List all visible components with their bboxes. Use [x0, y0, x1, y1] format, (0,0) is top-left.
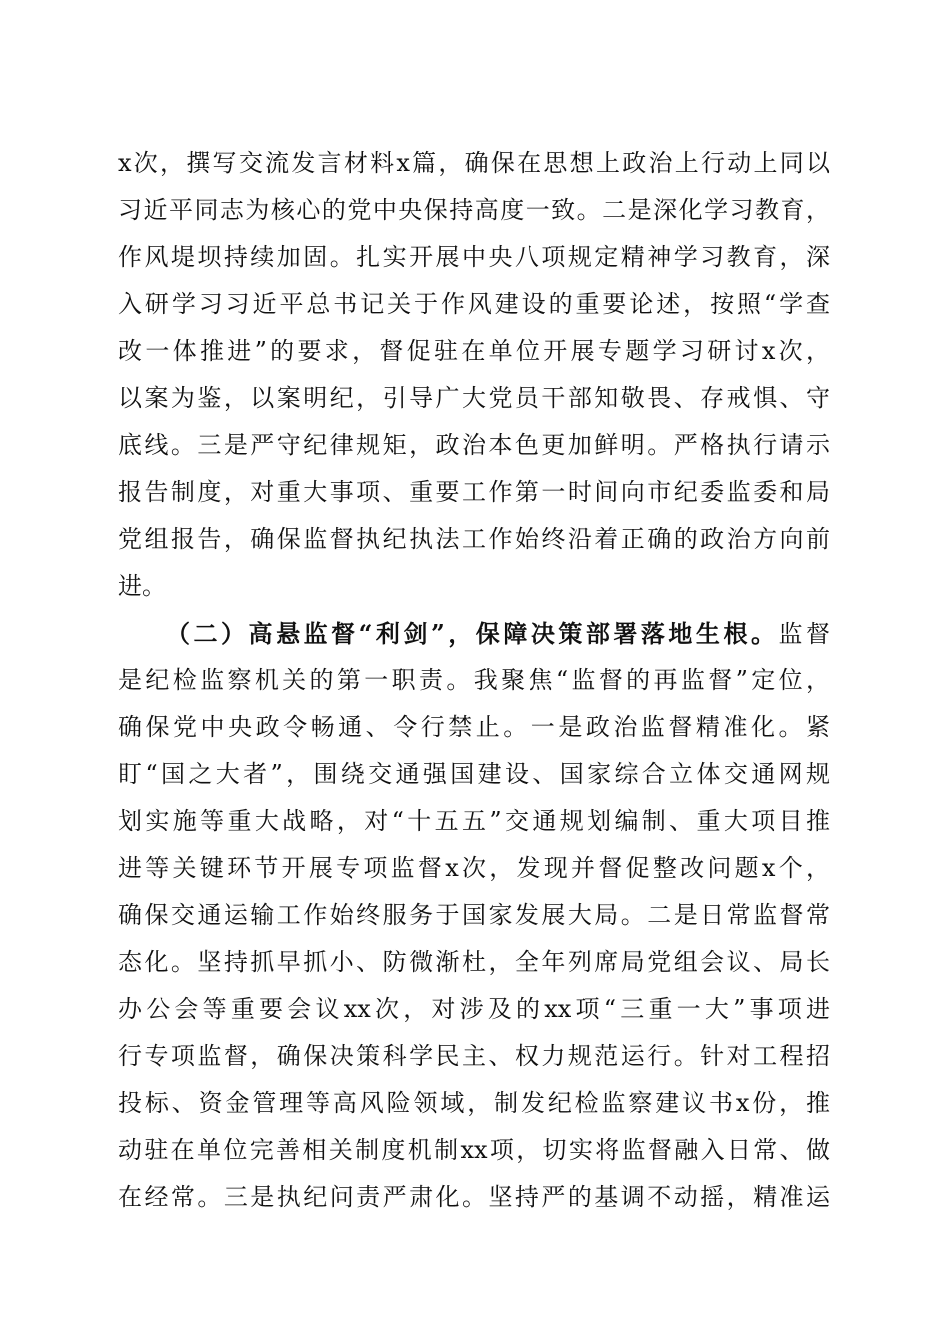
text-line: 盯“国之大者”，围绕交通强国建设、国家综合立体交通网规 — [118, 760, 830, 788]
text-line: 以案为鉴，以案明纪，引导广大党员干部知敬畏、存戒惧、守 — [118, 384, 830, 412]
section-heading: （二）高悬监督“利剑”，保障决策部署落地生根。 — [166, 619, 779, 648]
text-line: 底线。三是严守纪律规矩，政治本色更加鲜明。严格执行请示 — [118, 431, 830, 459]
text-line: 报告制度，对重大事项、重要工作第一时间向市纪委监委和局 — [118, 478, 830, 506]
text-line: 投标、资金管理等高风险领域，制发纪检监察建议书x份，推 — [118, 1089, 830, 1117]
text-line: 划实施等重大战略，对“十五五”交通规划编制、重大项目推 — [118, 807, 830, 835]
text-fragment: 监督 — [778, 620, 831, 648]
text-line: 确保党中央政令畅通、令行禁止。一是政治监督精准化。紧 — [118, 713, 830, 741]
text-line: 动驻在单位完善相关制度机制xx项，切实将监督融入日常、做 — [118, 1136, 830, 1164]
text-line: 作风堤坝持续加固。扎实开展中央八项规定精神学习教育，深 — [118, 243, 830, 271]
text-line: 态化。坚持抓早抓小、防微渐杜，全年列席局党组会议、局长 — [118, 948, 830, 976]
text-line: 党组报告，确保监督执纪执法工作始终沿着正确的政治方向前 — [118, 525, 830, 553]
text-line: 习近平同志为核心的党中央保持高度一致。二是深化学习教育， — [118, 196, 830, 224]
text-line: 在经常。三是执纪问责严肃化。坚持严的基调不动摇，精准运 — [118, 1183, 830, 1211]
text-line: 是纪检监察机关的第一职责。我聚焦“监督的再监督”定位， — [118, 666, 830, 694]
text-line: 改一体推进”的要求，督促驻在单位开展专题学习研讨x次， — [118, 337, 830, 365]
text-line: 入研学习习近平总书记关于作风建设的重要论述，按照“学查 — [118, 290, 830, 318]
text-line: 行专项监督，确保决策科学民主、权力规范运行。针对工程招 — [118, 1042, 830, 1070]
text-line: 进。 — [118, 572, 166, 600]
text-line: 确保交通运输工作始终服务于国家发展大局。二是日常监督常 — [118, 901, 830, 929]
text-line: x次，撰写交流发言材料x篇，确保在思想上政治上行动上同以 — [118, 149, 830, 177]
text-line: 办公会等重要会议xx次，对涉及的xx项“三重一大”事项进 — [118, 995, 830, 1023]
text-line: 进等关键环节开展专项监督x次，发现并督促整改问题x个， — [118, 854, 830, 882]
document-body — [118, 140, 830, 1221]
section-heading-line — [118, 610, 830, 657]
